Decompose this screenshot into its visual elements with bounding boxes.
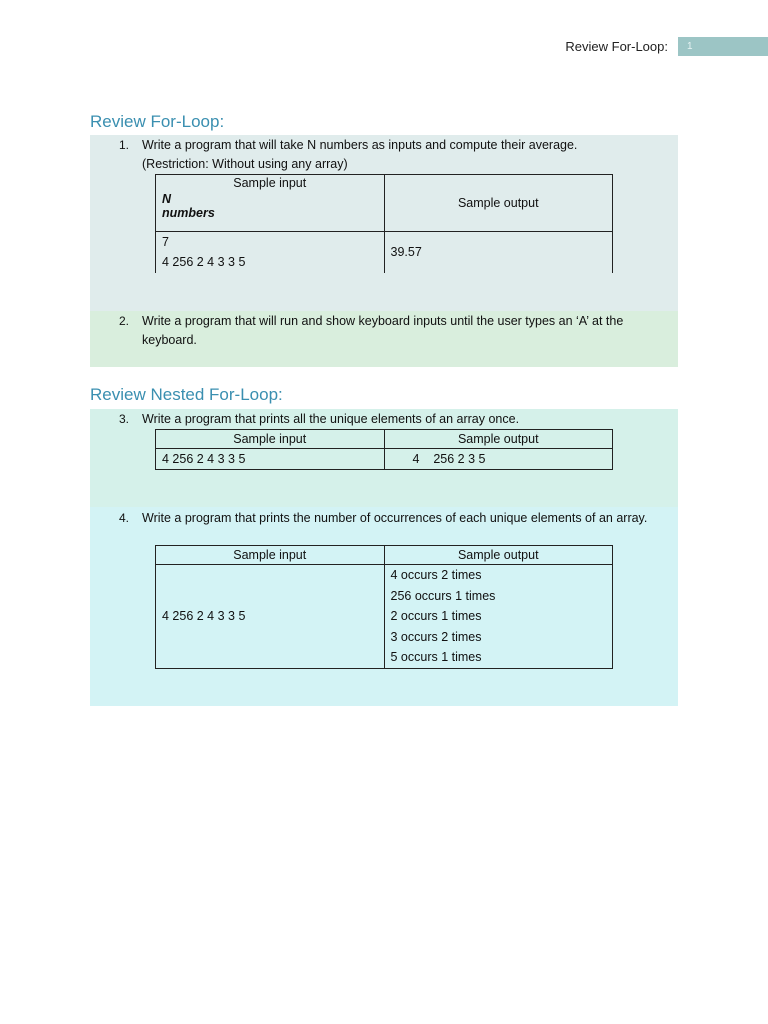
output-header: Sample output: [384, 175, 613, 232]
output-line: 3 occurs 2 times: [390, 629, 482, 644]
question-4-block: [90, 507, 678, 706]
sample-table-3: [155, 429, 613, 470]
output-line: 5 occurs 1 times: [390, 650, 482, 664]
input-line: 7: [162, 235, 169, 250]
input-header-sub: numbers: [162, 206, 215, 220]
question-number: 4.: [119, 511, 130, 525]
page-number-badge: 1: [678, 37, 768, 56]
section-heading-for-loop: Review For-Loop:: [90, 112, 225, 131]
question-text: Write a program that prints the number of occurrences of each unique elements of an array.: [142, 511, 648, 525]
input-line: 4 256 2 4 3 3 5: [162, 255, 246, 270]
output-cell: 39.57: [384, 232, 613, 273]
question-text-line: (Restriction: Without using any array): [142, 157, 348, 171]
question-2-block: [90, 311, 678, 367]
input-header: Sample input: [156, 430, 385, 449]
question-text-line: Write a program that will take N numbers as inputs and compute their average.: [142, 138, 578, 152]
input-header-sub: N: [162, 192, 172, 206]
output-header: Sample output: [384, 546, 613, 565]
output-line: 2 occurs 1 times: [390, 609, 482, 623]
input-header: Sample input: [233, 176, 307, 190]
sample-table-4: [155, 545, 613, 669]
question-1-block: [90, 135, 678, 311]
page-header: [565, 37, 768, 56]
section-heading-nested-for-loop: Review Nested For-Loop:: [90, 385, 283, 404]
input-header-cell: [156, 175, 385, 232]
input-header: Sample input: [156, 546, 385, 565]
output-line: 4 occurs 2 times: [390, 568, 482, 582]
input-cell: 4 256 2 4 3 3 5: [156, 565, 385, 669]
question-3-block: [90, 409, 678, 507]
question-number: 1.: [119, 138, 130, 152]
question-text: Write a program that prints all the unique elements of an array once.: [142, 412, 520, 426]
header-title: Review For-Loop:: [565, 39, 668, 54]
output-header: Sample output: [384, 430, 613, 449]
question-text: Write a program that will run and show keyboard inputs until the user types an ‘A’ at the keyboard.: [142, 314, 624, 347]
question-number: 3.: [119, 412, 130, 426]
input-cell: [156, 232, 385, 273]
question-text: [142, 136, 672, 174]
output-cell: [384, 565, 613, 669]
question-number: 2.: [119, 314, 130, 328]
input-cell: 4 256 2 4 3 3 5: [156, 449, 385, 470]
sample-table-1: [155, 174, 613, 273]
output-line: 256 occurs 1 times: [390, 588, 496, 603]
output-cell: 4 256 2 3 5: [384, 449, 613, 470]
